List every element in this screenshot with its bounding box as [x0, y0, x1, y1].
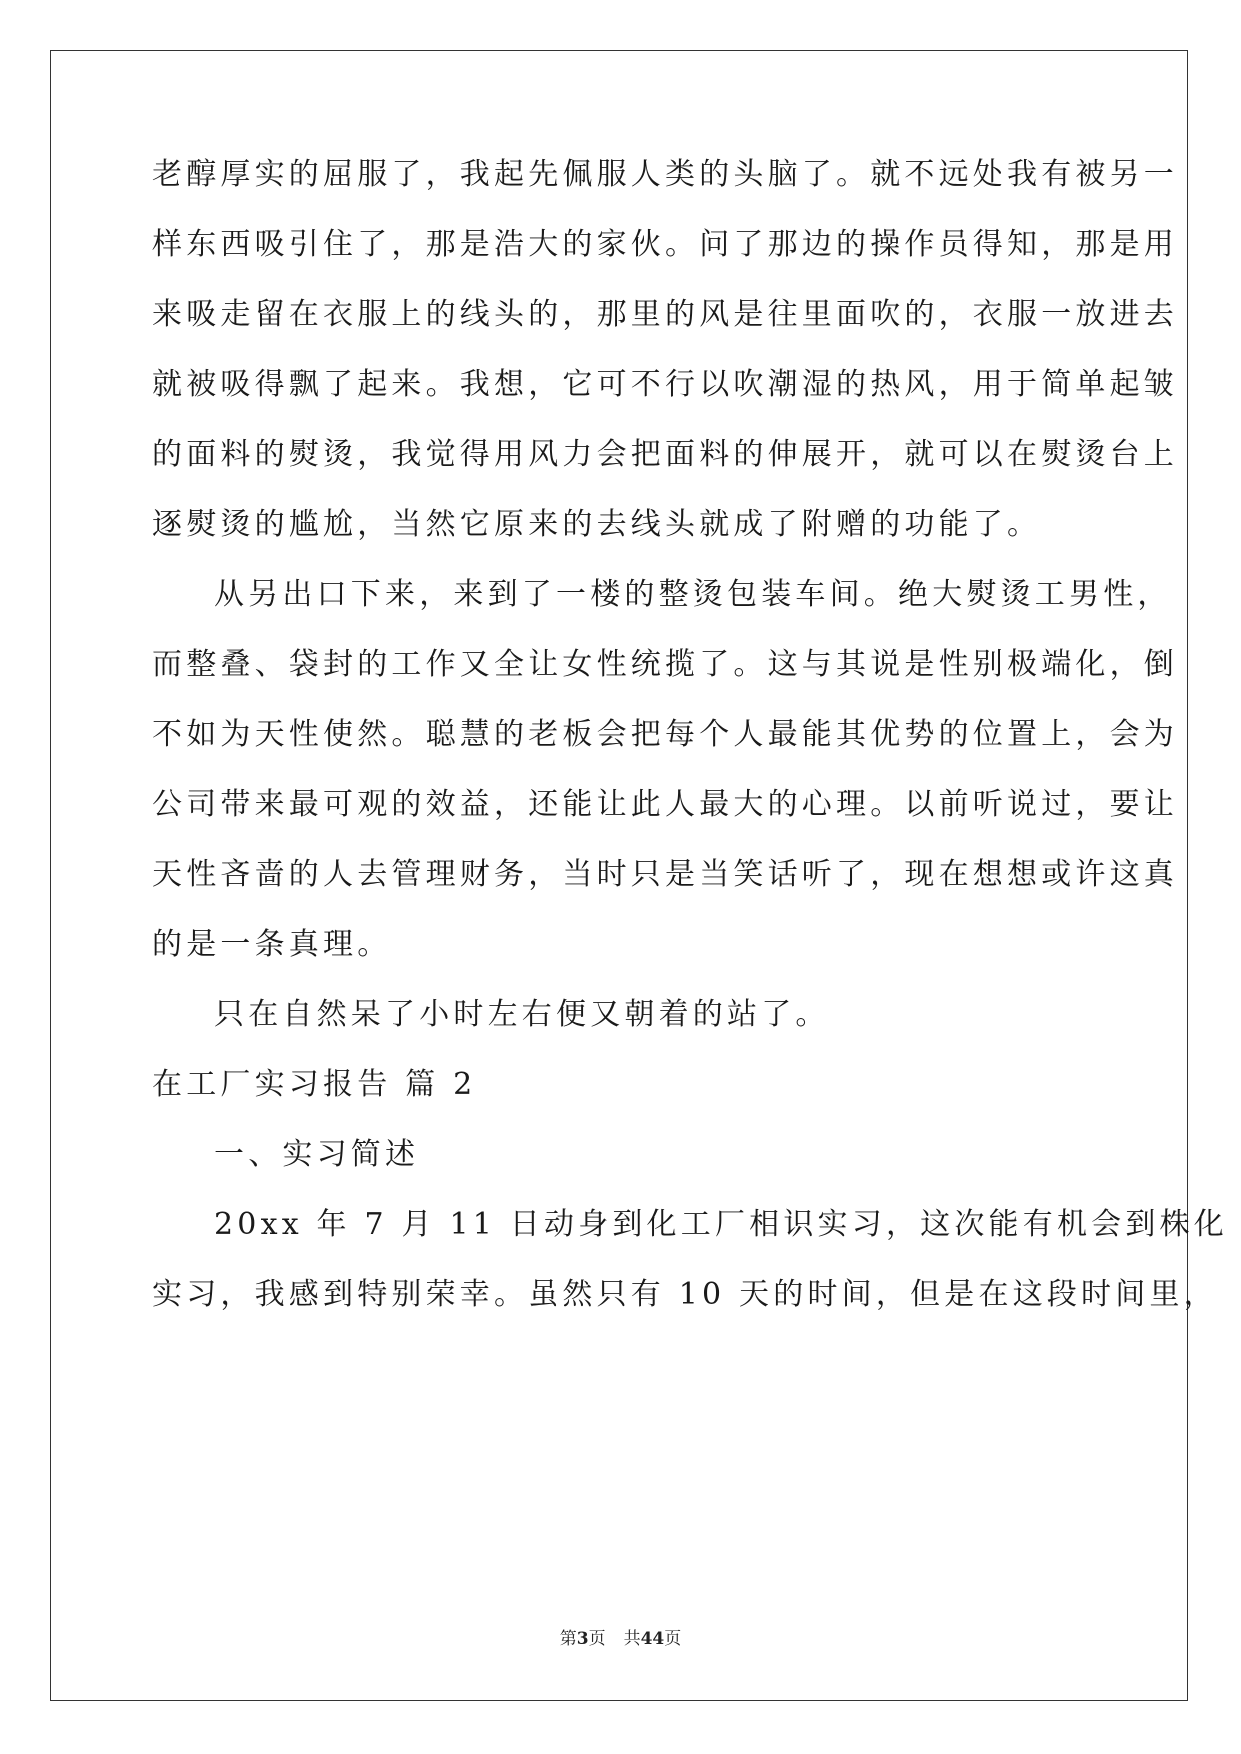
paragraph-line: 公司带来最可观的效益，还能让此人最大的心理。以前听说过，要让: [152, 787, 1178, 822]
subsection-heading: 一、实习简述: [214, 1137, 420, 1172]
paragraph-line: 实习，我感到特别荣幸。虽然只有 10 天的时间，但是在这段时间里，: [152, 1277, 1218, 1312]
page-footer: [0, 1627, 1241, 1651]
paragraph-line: 样东西吸引住了，那是浩大的家伙。问了那边的操作员得知，那是用: [152, 227, 1178, 262]
total-suffix: 页: [664, 1629, 682, 1649]
paragraph-line: 天性吝啬的人去管理财务，当时只是当笑话听了，现在想想或许这真: [152, 857, 1178, 892]
paragraph-line: 不如为天性使然。聪慧的老板会把每个人最能其优势的位置上，会为: [152, 717, 1178, 752]
current-page-number: 3: [576, 1629, 589, 1649]
paragraph-line: 的面料的熨烫，我觉得用风力会把面料的伸展开，就可以在熨烫台上: [152, 437, 1178, 472]
paragraph-line: 只在自然呆了小时左右便又朝着的站了。: [214, 997, 830, 1032]
paragraph-line: 而整叠、袋封的工作又全让女性统揽了。这与其说是性别极端化，倒: [152, 647, 1178, 682]
page-prefix: 第: [559, 1629, 577, 1649]
total-prefix: 共: [623, 1629, 641, 1649]
paragraph-line: 从另出口下来，来到了一楼的整烫包装车间。绝大熨烫工男性，: [214, 577, 1172, 612]
section-heading: 在工厂实习报告 篇 2: [152, 1067, 477, 1102]
paragraph-line: 的是一条真理。: [152, 927, 392, 962]
total-pages-number: 44: [640, 1629, 665, 1649]
paragraph-line: 逐熨烫的尴尬，当然它原来的去线头就成了附赠的功能了。: [152, 507, 1042, 542]
page-suffix: 页: [588, 1629, 606, 1649]
paragraph-line: 就被吸得飘了起来。我想，它可不行以吹潮湿的热风，用于简单起皱: [152, 367, 1178, 402]
paragraph-line: 老醇厚实的屈服了，我起先佩服人类的头脑了。就不远处我有被另一: [152, 157, 1178, 192]
paragraph-line: 20xx 年 7 月 11 日动身到化工厂相识实习，这次能有机会到株化: [214, 1207, 1228, 1242]
paragraph-line: 来吸走留在衣服上的线头的，那里的风是往里面吹的，衣服一放进去: [152, 297, 1178, 332]
